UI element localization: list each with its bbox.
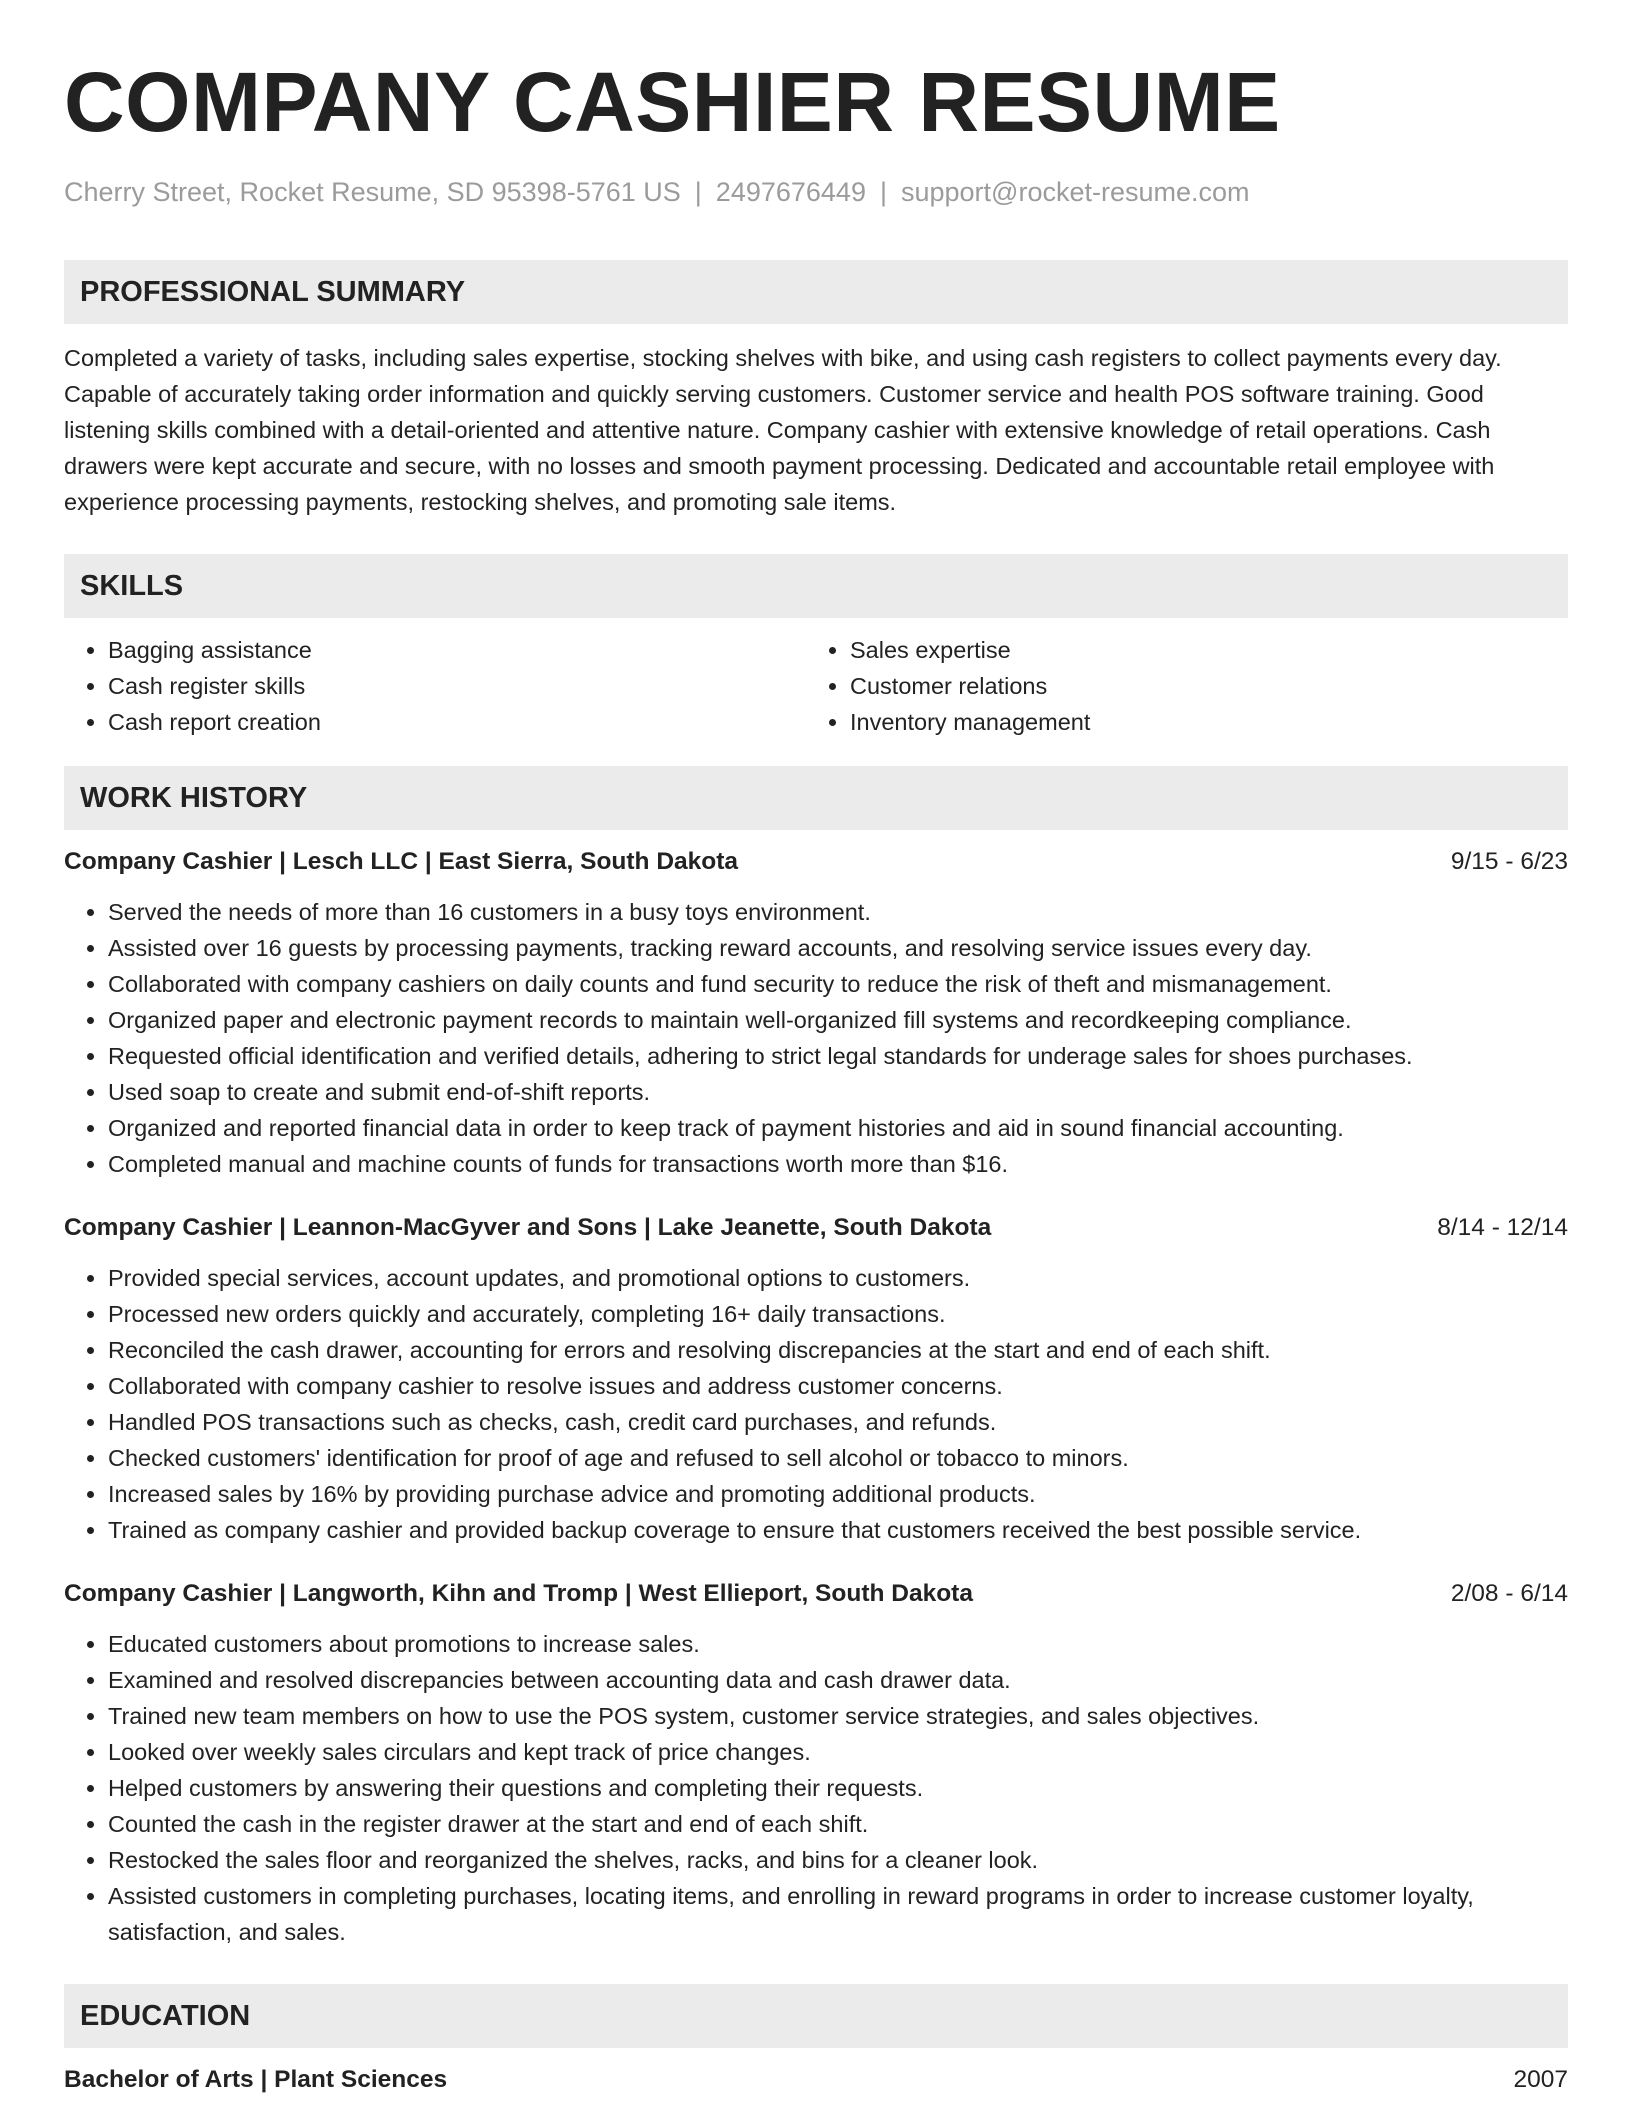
job-bullet: • Used soap to create and submit end-of-shift reports. xyxy=(108,1074,1568,1110)
section-header-education: EDUCATION xyxy=(64,1984,1568,2048)
skill-item: • Bagging assistance xyxy=(108,632,806,668)
contact-separator: | xyxy=(879,177,887,207)
skill-item: • Inventory management xyxy=(850,704,1548,740)
section-header-skills: SKILLS xyxy=(64,554,1568,618)
job-bullet: • Collaborated with company cashier to resolve issues and address customer concerns. xyxy=(108,1368,1568,1404)
job-dates: 9/15 - 6/23 xyxy=(1450,848,1568,875)
section-header-summary: PROFESSIONAL SUMMARY xyxy=(64,260,1568,324)
job-bullets xyxy=(64,894,1568,1182)
contact-phone: 2497676449 xyxy=(715,177,866,207)
job-bullet: • Assisted over 16 guests by processing payments, tracking reward accounts, and resolving service issues every day. xyxy=(108,930,1568,966)
skill-item: • Customer relations xyxy=(850,668,1548,704)
job-entry xyxy=(64,1576,1568,1950)
contact-separator: | xyxy=(694,177,702,207)
section-header-work-history: WORK HISTORY xyxy=(64,766,1568,830)
job-header xyxy=(64,1210,1568,1246)
job-title: Company Cashier | Langworth, Kihn and Tromp | West Ellieport, South Dakota xyxy=(64,1580,973,1607)
job-bullet: • Handled POS transactions such as checks, cash, credit card purchases, and refunds. xyxy=(108,1404,1568,1440)
job-dates: 2/08 - 6/14 xyxy=(1450,1580,1568,1607)
job-header xyxy=(64,1576,1568,1612)
job-bullet: • Provided special services, account updates, and promotional options to customers. xyxy=(108,1260,1568,1296)
job-dates: 8/14 - 12/14 xyxy=(1437,1214,1568,1241)
job-bullet: • Looked over weekly sales circulars and kept track of price changes. xyxy=(108,1734,1568,1770)
job-title: Company Cashier | Lesch LLC | East Sierra, South Dakota xyxy=(64,848,739,875)
job-bullet: • Examined and resolved discrepancies between accounting data and cash drawer data. xyxy=(108,1662,1568,1698)
job-bullet: • Helped customers by answering their questions and completing their requests. xyxy=(108,1770,1568,1806)
education-entry xyxy=(64,2062,1568,2098)
job-bullet: • Counted the cash in the register drawer at the start and end of each shift. xyxy=(108,1806,1568,1842)
job-bullet: • Collaborated with company cashiers on daily counts and fund security to reduce the risk of theft and mismanagement. xyxy=(108,966,1568,1002)
job-bullet: • Increased sales by 16% by providing purchase advice and promoting additional products. xyxy=(108,1476,1568,1512)
job-bullet: • Organized and reported financial data in order to keep track of payment histories and aid in sound financial accounting. xyxy=(108,1110,1568,1146)
job-bullet: • Trained as company cashier and provided backup coverage to ensure that customers received the best possible service. xyxy=(108,1512,1568,1548)
job-bullet: • Educated customers about promotions to increase sales. xyxy=(108,1626,1568,1662)
job-bullet: • Restocked the sales floor and reorganized the shelves, racks, and bins for a cleaner look. xyxy=(108,1842,1568,1878)
resume-page xyxy=(64,0,1568,2098)
job-bullet: • Organized paper and electronic payment records to maintain well-organized fill systems and recordkeeping compliance. xyxy=(108,1002,1568,1038)
contact-address: Cherry Street, Rocket Resume, SD 95398-5761 US xyxy=(64,177,681,207)
job-bullet: • Trained new team members on how to use the POS system, customer service strategies, and sales objectives. xyxy=(108,1698,1568,1734)
skill-item: • Cash report creation xyxy=(108,704,806,740)
education-year: 2007 xyxy=(1513,2066,1568,2093)
job-bullets xyxy=(64,1260,1568,1548)
skill-item: • Sales expertise xyxy=(850,632,1548,668)
job-title: Company Cashier | Leannon-MacGyver and Sons | Lake Jeanette, South Dakota xyxy=(64,1214,992,1241)
contact-email: support@rocket-resume.com xyxy=(900,177,1250,207)
resume-title: COMPANY CASHIER RESUME xyxy=(64,55,1281,149)
job-bullet: • Processed new orders quickly and accurately, completing 16+ daily transactions. xyxy=(108,1296,1568,1332)
job-bullet: • Checked customers' identification for proof of age and refused to sell alcohol or tobacco to minors. xyxy=(108,1440,1568,1476)
job-bullet: • Reconciled the cash drawer, accounting for errors and resolving discrepancies at the start and end of each shift. xyxy=(108,1332,1568,1368)
skills-column-left xyxy=(64,632,806,740)
contact-line xyxy=(64,174,1568,210)
job-entry xyxy=(64,1210,1568,1548)
job-bullets xyxy=(64,1626,1568,1950)
skill-item: • Cash register skills xyxy=(108,668,806,704)
education-degree: Bachelor of Arts | Plant Sciences xyxy=(64,2066,448,2093)
job-bullet: • Served the needs of more than 16 customers in a busy toys environment. xyxy=(108,894,1568,930)
job-bullet: • Requested official identification and verified details, adhering to strict legal standards for underage sales for shoes purchases. xyxy=(108,1038,1568,1074)
job-entry xyxy=(64,844,1568,1182)
job-bullet: • Assisted customers in completing purchases, locating items, and enrolling in reward programs in order to increase customer loyalty, satisfaction, and sales. xyxy=(108,1878,1568,1950)
summary-text: Completed a variety of tasks, including sales expertise, stocking shelves with bike, and using cash registers to collect payments every day. Capable of accurately taking order information and quickly serving customers. Customer service and health POS software training. Good listening skills combined with a detail-oriented and attentive nature. Company cashier with extensive knowledge of retail operations. Cash drawers were kept accurate and secure, with no losses and smooth payment processing. Dedicated and accountable retail employee with experience processing payments, restocking shelves, and promoting sale items. xyxy=(64,345,1502,515)
skills-column-right xyxy=(806,632,1548,740)
job-bullet: • Completed manual and machine counts of funds for transactions worth more than $16. xyxy=(108,1146,1568,1182)
job-header xyxy=(64,844,1568,880)
skills-list xyxy=(64,632,1568,740)
